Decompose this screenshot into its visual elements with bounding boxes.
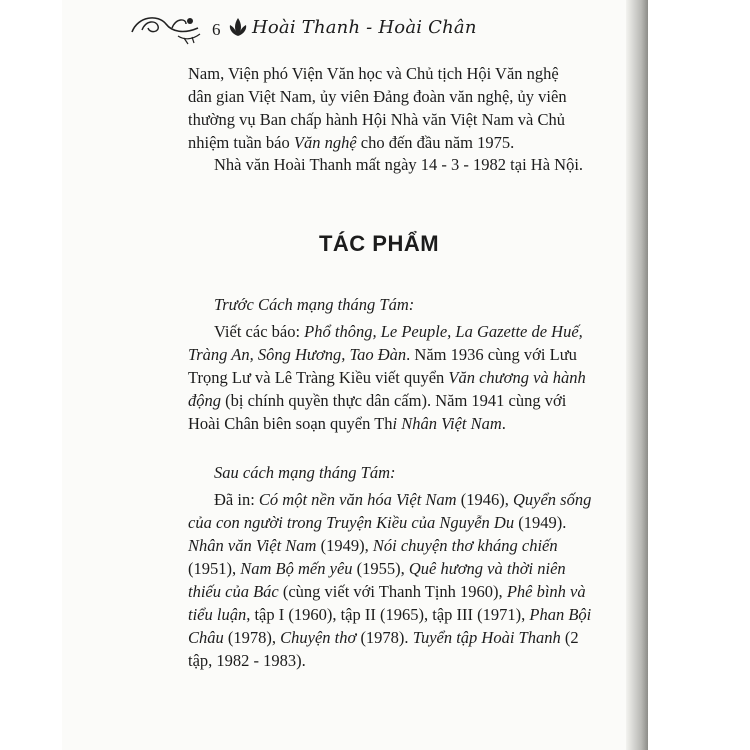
text-line: Hoài Chân biên soạn quyển Thi Nhân Việt Nam. bbox=[188, 414, 506, 433]
before-revolution-paragraph bbox=[188, 320, 586, 435]
text-line: Nhân văn Việt Nam (1949), Nói chuyện thơ kháng chiến bbox=[188, 536, 558, 555]
page-edge-shadow bbox=[626, 0, 648, 750]
intro-paragraph bbox=[188, 62, 570, 154]
after-revolution-paragraph bbox=[188, 488, 592, 672]
page-header bbox=[128, 6, 508, 46]
text-line: Nam, Viện phó Viện Văn học và Chủ tịch Hội Văn nghệ bbox=[188, 64, 559, 83]
text-line: của con người trong Truyện Kiều của Nguyễn Du (1949). bbox=[188, 513, 567, 532]
text-line: Viết các báo: Phổ thông, Le Peuple, La Gazette de Huế, bbox=[214, 322, 583, 341]
text-line: (1951), Nam Bộ mến yêu (1955), Quê hương và thời niên bbox=[188, 559, 566, 578]
text-line: thiếu của Bác (cùng viết với Thanh Tịnh 1960), Phê bình và bbox=[188, 582, 586, 601]
text-line: tiểu luận, tập I (1960), tập II (1965), tập III (1971), Phan Bội bbox=[188, 605, 592, 624]
text-line: Tràng An, Sông Hương, Tao Đàn. Năm 1936 cùng với Lưu bbox=[188, 345, 577, 364]
text-line: Đã in: Có một nền văn hóa Việt Nam (1946), Quyển sống bbox=[214, 490, 592, 509]
text-line: nhiệm tuần báo Văn nghệ cho đến đầu năm 1975. bbox=[188, 133, 515, 152]
text-line: tập, 1982 - 1983). bbox=[188, 651, 306, 670]
text-line: Nhà văn Hoài Thanh mất ngày 14 - 3 - 1982 tại Hà Nội. bbox=[214, 155, 584, 174]
lotus-ornament-icon bbox=[228, 16, 248, 40]
section-title: TÁC PHẨM bbox=[318, 231, 440, 256]
text-line: Trọng Lư và Lê Tràng Kiều viết quyển Văn chương và hành bbox=[188, 368, 586, 387]
text-line: Châu (1978), Chuyện thơ (1978). Tuyển tập Hoài Thanh (2 bbox=[188, 628, 579, 647]
text-line: thường vụ Ban chấp hành Hội Nhà văn Việt Nam và Chủ bbox=[188, 110, 566, 129]
subheading-after-revolution: Sau cách mạng tháng Tám: bbox=[214, 463, 396, 482]
text-line: động (bị chính quyền thực dân cấm). Năm 1941 cùng với bbox=[188, 391, 567, 410]
running-title: Hoài Thanh - Hoài Chân bbox=[252, 17, 477, 38]
subheading-before-revolution: Trước Cách mạng tháng Tám: bbox=[214, 295, 415, 314]
death-note bbox=[188, 153, 584, 176]
text-line: dân gian Việt Nam, ủy viên Đảng đoàn văn nghệ, ủy viên bbox=[188, 87, 567, 106]
flourish-ornament-icon bbox=[128, 6, 208, 46]
page-number: 6 bbox=[212, 20, 221, 39]
